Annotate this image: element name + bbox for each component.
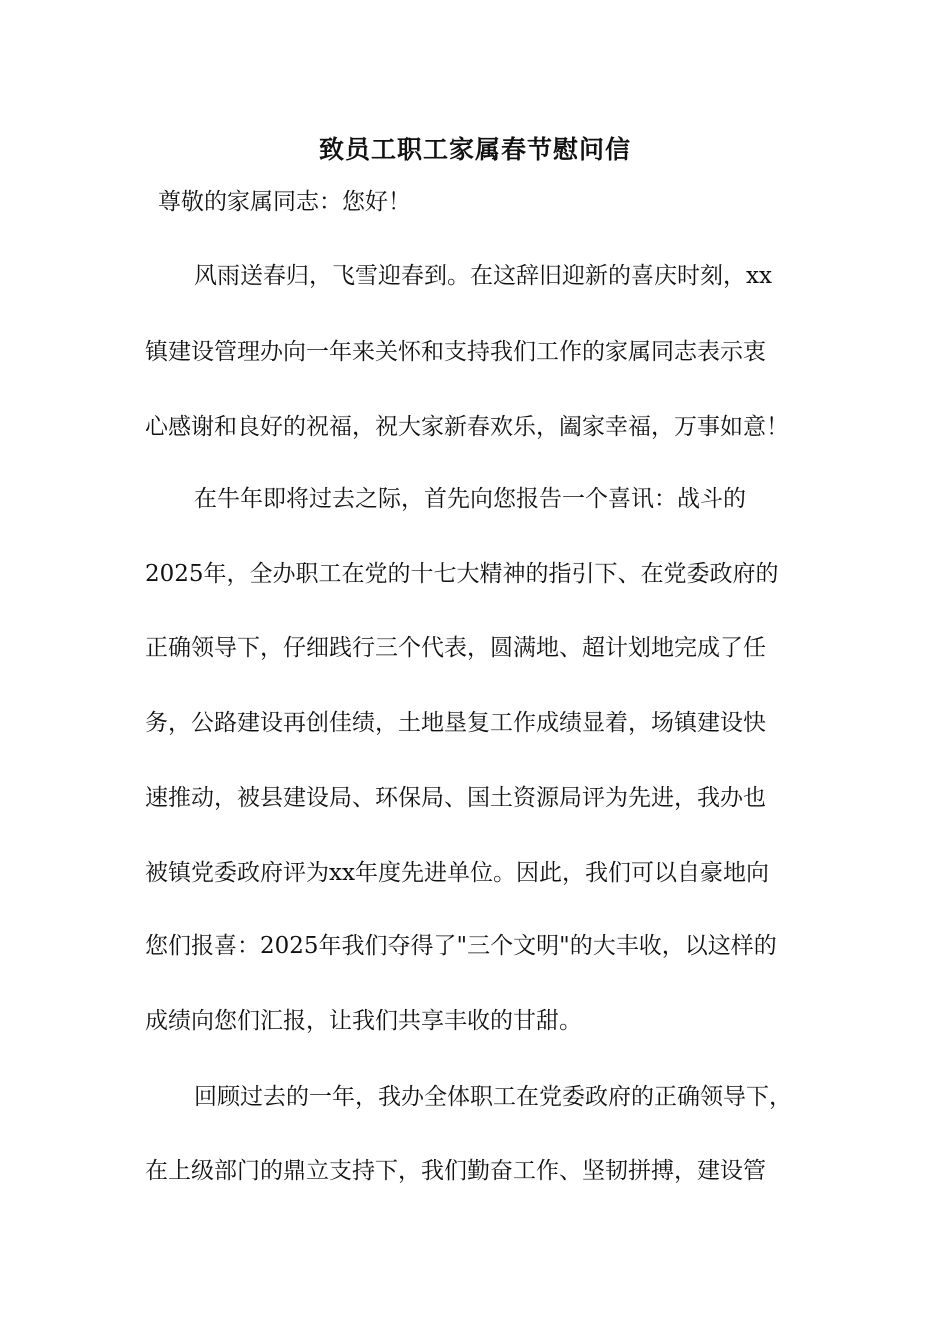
body-line: 务，公路建设再创佳绩，土地垦复工作成绩显着，场镇建设快	[145, 710, 766, 736]
body-line: 心感谢和良好的祝福，祝大家新春欢乐，阖家幸福，万事如意！	[145, 414, 789, 440]
body-line: 镇建设管理办向一年来关怀和支持我们工作的家属同志表示衷	[145, 339, 766, 365]
body-line: 成绩向您们汇报，让我们共享丰收的甘甜。	[145, 1008, 582, 1034]
body-line: 在上级部门的鼎立支持下，我们勤奋工作、坚韧拼搏，建设管	[145, 1158, 766, 1184]
body-line: 风雨送春归，飞雪迎春到。在这辞旧迎新的喜庆时刻，xx	[194, 263, 772, 289]
body-line: 被镇党委政府评为xx年度先进单位。因此，我们可以自豪地向	[145, 860, 769, 886]
body-line: 您们报喜：2025年我们夺得了"三个文明"的大丰收，以这样的	[145, 933, 777, 959]
body-line: 速推动，被县建设局、环保局、国土资源局评为先进，我办也	[145, 785, 766, 811]
body-line: 回顾过去的一年，我办全体职工在党委政府的正确领导下，	[194, 1084, 792, 1110]
salutation: 尊敬的家属同志：您好！	[158, 189, 411, 215]
page-title: 致员工职工家属春节慰问信	[318, 135, 631, 164]
body-line: 正确领导下，仔细践行三个代表，圆满地、超计划地完成了任	[145, 635, 766, 661]
body-line: 在牛年即将过去之际，首先向您报告一个喜讯：战斗的	[194, 486, 746, 512]
body-line: 2025年，全办职工在党的十七大精神的指引下、在党委政府的	[145, 561, 779, 587]
